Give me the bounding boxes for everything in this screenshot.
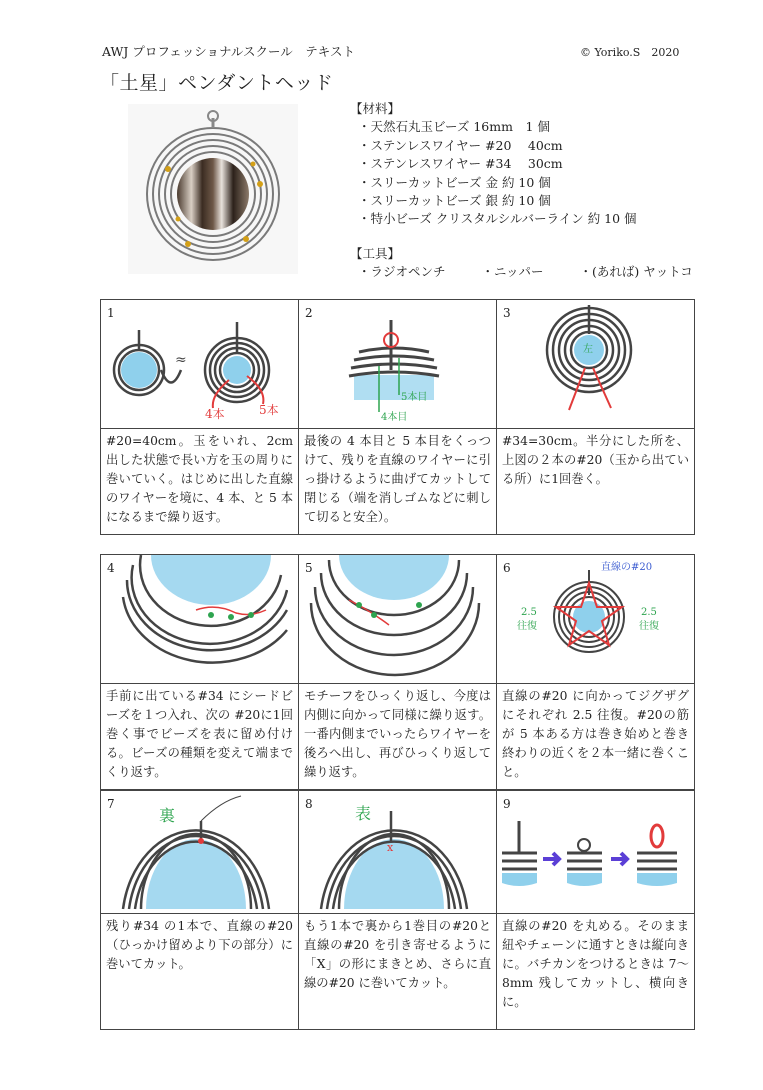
tools-list [350, 245, 725, 282]
steps-table-row-3 [100, 790, 695, 1030]
step-5-figure [299, 555, 497, 684]
step-6-label-ofuku-right: 往復 [639, 621, 659, 632]
tool-item: ・ニッパー [481, 264, 544, 280]
step-number: 2 [305, 306, 313, 320]
step-number: 9 [503, 797, 511, 811]
step-2-label-5: 5本目 [401, 392, 428, 403]
tools-heading: 【工具】 [350, 246, 401, 261]
step-9-text: 直線の#20 を丸める。そのまま紐やチェーンに通すときは縦向きに。バチカンをつけるときは 7～8mm 残してカットし、横向きに。 [497, 914, 695, 1030]
step-4-figure [101, 555, 299, 684]
step-number: 8 [305, 797, 313, 811]
tool-item: ・(あれば) ヤットコ [579, 264, 693, 280]
step-6-figure [497, 555, 695, 684]
step-3-figure [497, 300, 695, 429]
step-number: 5 [305, 561, 313, 575]
step-5-text: モチーフをひっくり返し、今度は内側に向かって同様に繰り返す。一番内側までいったらワイヤーを後ろへ出し、再びひっくり返して繰り返す。 [299, 684, 497, 790]
materials-list [350, 100, 637, 229]
material-item: ・ステンレスワイヤー #34 30cm [358, 156, 563, 172]
step-1-label-4: 4本 [205, 407, 225, 421]
tool-item: ・ラジオペンチ [358, 264, 446, 280]
step-1-label-5: 5本 [259, 403, 279, 417]
step-3-text: #34=30cm。半分にした所を、上図の２本の#20（玉から出ている所）に1回巻く。 [497, 429, 695, 535]
step-8-figure [299, 791, 497, 914]
material-item: ・ステンレスワイヤー #20 40cm [358, 137, 563, 153]
header-copyright: © Yoriko.S 2020 [580, 46, 680, 59]
step-number: 7 [107, 797, 115, 811]
svg-text:x: x [387, 841, 394, 854]
step-6-label-straight: 直線の#20 [601, 562, 653, 573]
pendant-photo [128, 104, 298, 274]
step-8-text: もう1本で裏から1巻目の#20と直線の#20 を引き寄せるように「X」の形にまきとめ、さらに直線の#20 に巻いてカット。 [299, 914, 497, 1030]
step-number: 1 [107, 306, 115, 320]
step-3-label-left: 左 [583, 344, 593, 355]
material-item: ・天然石丸玉ビーズ 16mm 1 個 [358, 119, 550, 135]
material-item: ・スリーカットビーズ 銀 約 10 個 [358, 193, 551, 209]
page-title: 「土星」ペンダントヘッド [100, 72, 334, 94]
step-number: 3 [503, 306, 511, 320]
steps-table-row-1 [100, 299, 695, 535]
step-number: 6 [503, 561, 511, 575]
step-9-figure [497, 791, 695, 914]
step-1-figure [101, 300, 299, 429]
material-item: ・スリーカットビーズ 金 約 10 個 [358, 174, 551, 190]
step-7-label-back: 裏 [159, 806, 176, 825]
step-7-figure [101, 791, 299, 914]
step-number: 4 [107, 561, 115, 575]
step-2-figure [299, 300, 497, 429]
step-8-label-front: 表 [355, 804, 372, 823]
svg-text:≈: ≈ [175, 352, 187, 368]
header-left: AWJ プロフェッショナルスクール テキスト [102, 44, 355, 59]
step-4-text: 手前に出ている#34 にシードビーズを１つ入れ、次の #20に1回巻く事でビーズを表に留め付ける。ビーズの種類を変えて端までくり返す。 [101, 684, 299, 790]
steps-table-row-2 [100, 554, 695, 790]
step-2-text: 最後の 4 本目と 5 本目をくっつけて、残りを直線のワイヤーに引っ掛けるように曲げてカットして閉じる（端を消しゴムなどに刺して切ると安全）。 [299, 429, 497, 535]
materials-heading: 【材料】 [350, 101, 401, 116]
step-7-text: 残り#34 の1本で、直線の#20（ひっかけ留めより下の部分）に巻いてカット。 [101, 914, 299, 1030]
step-6-label-25-right: 2.5 [641, 607, 657, 618]
step-2-label-4: 4本目 [381, 412, 408, 423]
material-item: ・特小ビーズ クリスタルシルバーライン 約 10 個 [358, 211, 637, 227]
step-6-text: 直線の#20 に向かってジグザグにそれぞれ 2.5 往復。#20の筋が 5 本ある方は巻き始めと巻き終わりの近くを２本一緒に巻くこと。 [497, 684, 695, 790]
step-1-text: #20=40cm。玉をいれ、2cm 出した状態で長い方を玉の周りに巻いていく。はじめに出した直線のワイヤーを境に、4 本、と 5 本になるまで繰り返す。 [101, 429, 299, 535]
step-6-label-25-left: 2.5 [521, 607, 537, 618]
step-6-label-ofuku-left: 往復 [517, 621, 537, 632]
